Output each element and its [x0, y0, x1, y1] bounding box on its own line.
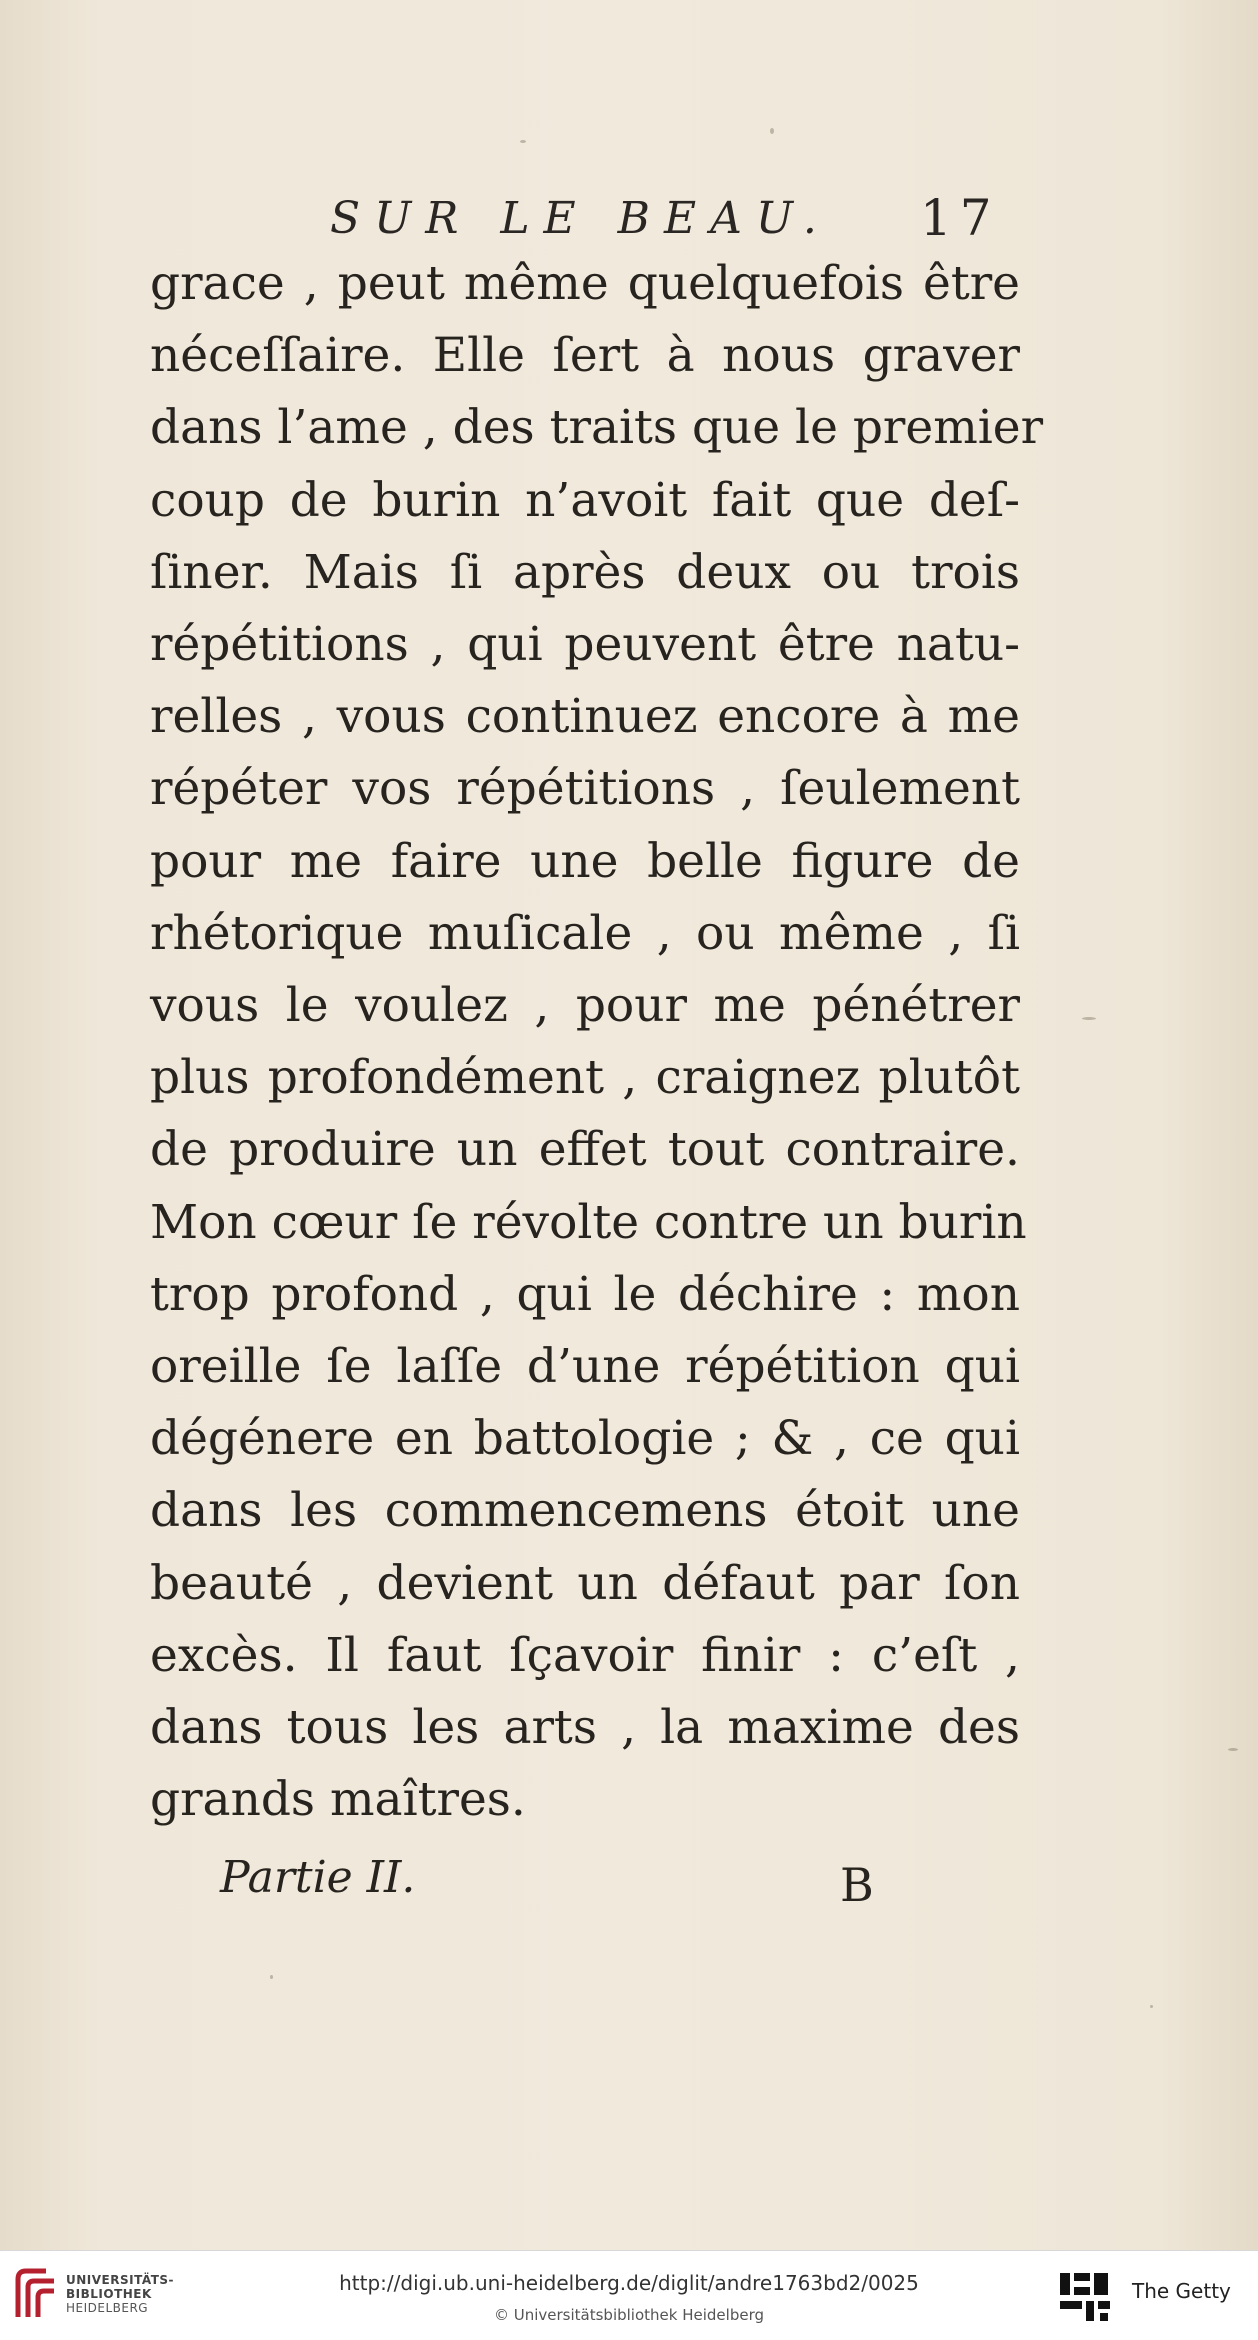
text-line: dans l’ame , des traits que le premier [150, 400, 1044, 456]
text-line: ſiner. Mais ſi après deux ou trois [150, 544, 1020, 600]
footer-bar [0, 2250, 1258, 2340]
text-line: beauté , devient un défaut par ſon [150, 1555, 1020, 1611]
text-line: grands maîtres. [150, 1772, 526, 1828]
text-line: dégénere en battologie ; & , ce qui [150, 1411, 1020, 1467]
paper-speck [1082, 1017, 1096, 1020]
running-title: SUR LE BEAU. [330, 193, 831, 244]
library-name-line: UNIVERSITÄTS- [66, 2273, 175, 2287]
text-line: coup de burin n’avoit fait que deſ- [150, 472, 1020, 528]
sponsor-name: The Getty [1132, 2279, 1231, 2303]
permalink-url[interactable]: http://digi.ub.uni-heidelberg.de/diglit/andre1763bd2/0025 [339, 2271, 919, 2295]
text-line: relles , vous continuez encore à me [150, 689, 1020, 745]
text-line: de produire un effet tout contraire. [150, 1122, 1020, 1178]
getty-logo-icon[interactable] [1056, 2267, 1116, 2327]
library-name-line: BIBLIOTHEK [66, 2287, 152, 2301]
text-line: excès. Il faut ſçavoir finir : c’eſt , [150, 1627, 1020, 1683]
text-line: vous le voulez , pour me pénétrer [150, 978, 1020, 1034]
text-line: dans les commencemens étoit une [150, 1483, 1020, 1539]
paper-speck [1150, 2005, 1153, 2008]
text-line: néceſſaire. Elle ſert à nous graver [150, 328, 1020, 384]
text-line: plus profondément , craignez plutôt [150, 1050, 1020, 1106]
library-name-line: HEIDELBERG [66, 2301, 149, 2315]
running-head [330, 185, 1030, 245]
body-text [150, 248, 1044, 1836]
signature-letter: B [840, 1858, 874, 1912]
text-line: répétitions , qui peuvent être natu- [150, 617, 1020, 673]
signature-mark: Partie II. [220, 1852, 416, 1903]
paper-speck [770, 128, 774, 134]
text-line: trop profond , qui le déchire : mon [150, 1266, 1020, 1322]
copyright-notice: © Universitätsbibliothek Heidelberg [493, 2306, 764, 2324]
text-line: dans tous les arts , la maxime des [150, 1700, 1020, 1756]
paper-speck [1228, 1748, 1238, 1751]
text-line: grace , peut même quelquefois être [150, 256, 1020, 311]
text-line: rhétorique muſicale , ou même , ſi [150, 905, 1020, 961]
text-line: répéter vos répétitions , ſeulement [150, 761, 1020, 817]
page-number: 17 [920, 189, 1000, 247]
text-line: Mon cœur ſe révolte contre un burin [150, 1194, 1027, 1250]
paper-speck [270, 1975, 273, 1979]
signature-line [220, 1852, 920, 1932]
text-line: oreille ſe laſſe d’une répétition qui [150, 1339, 1020, 1395]
paper-speck [520, 140, 526, 143]
text-line: pour me faire une belle figure de [150, 833, 1020, 889]
